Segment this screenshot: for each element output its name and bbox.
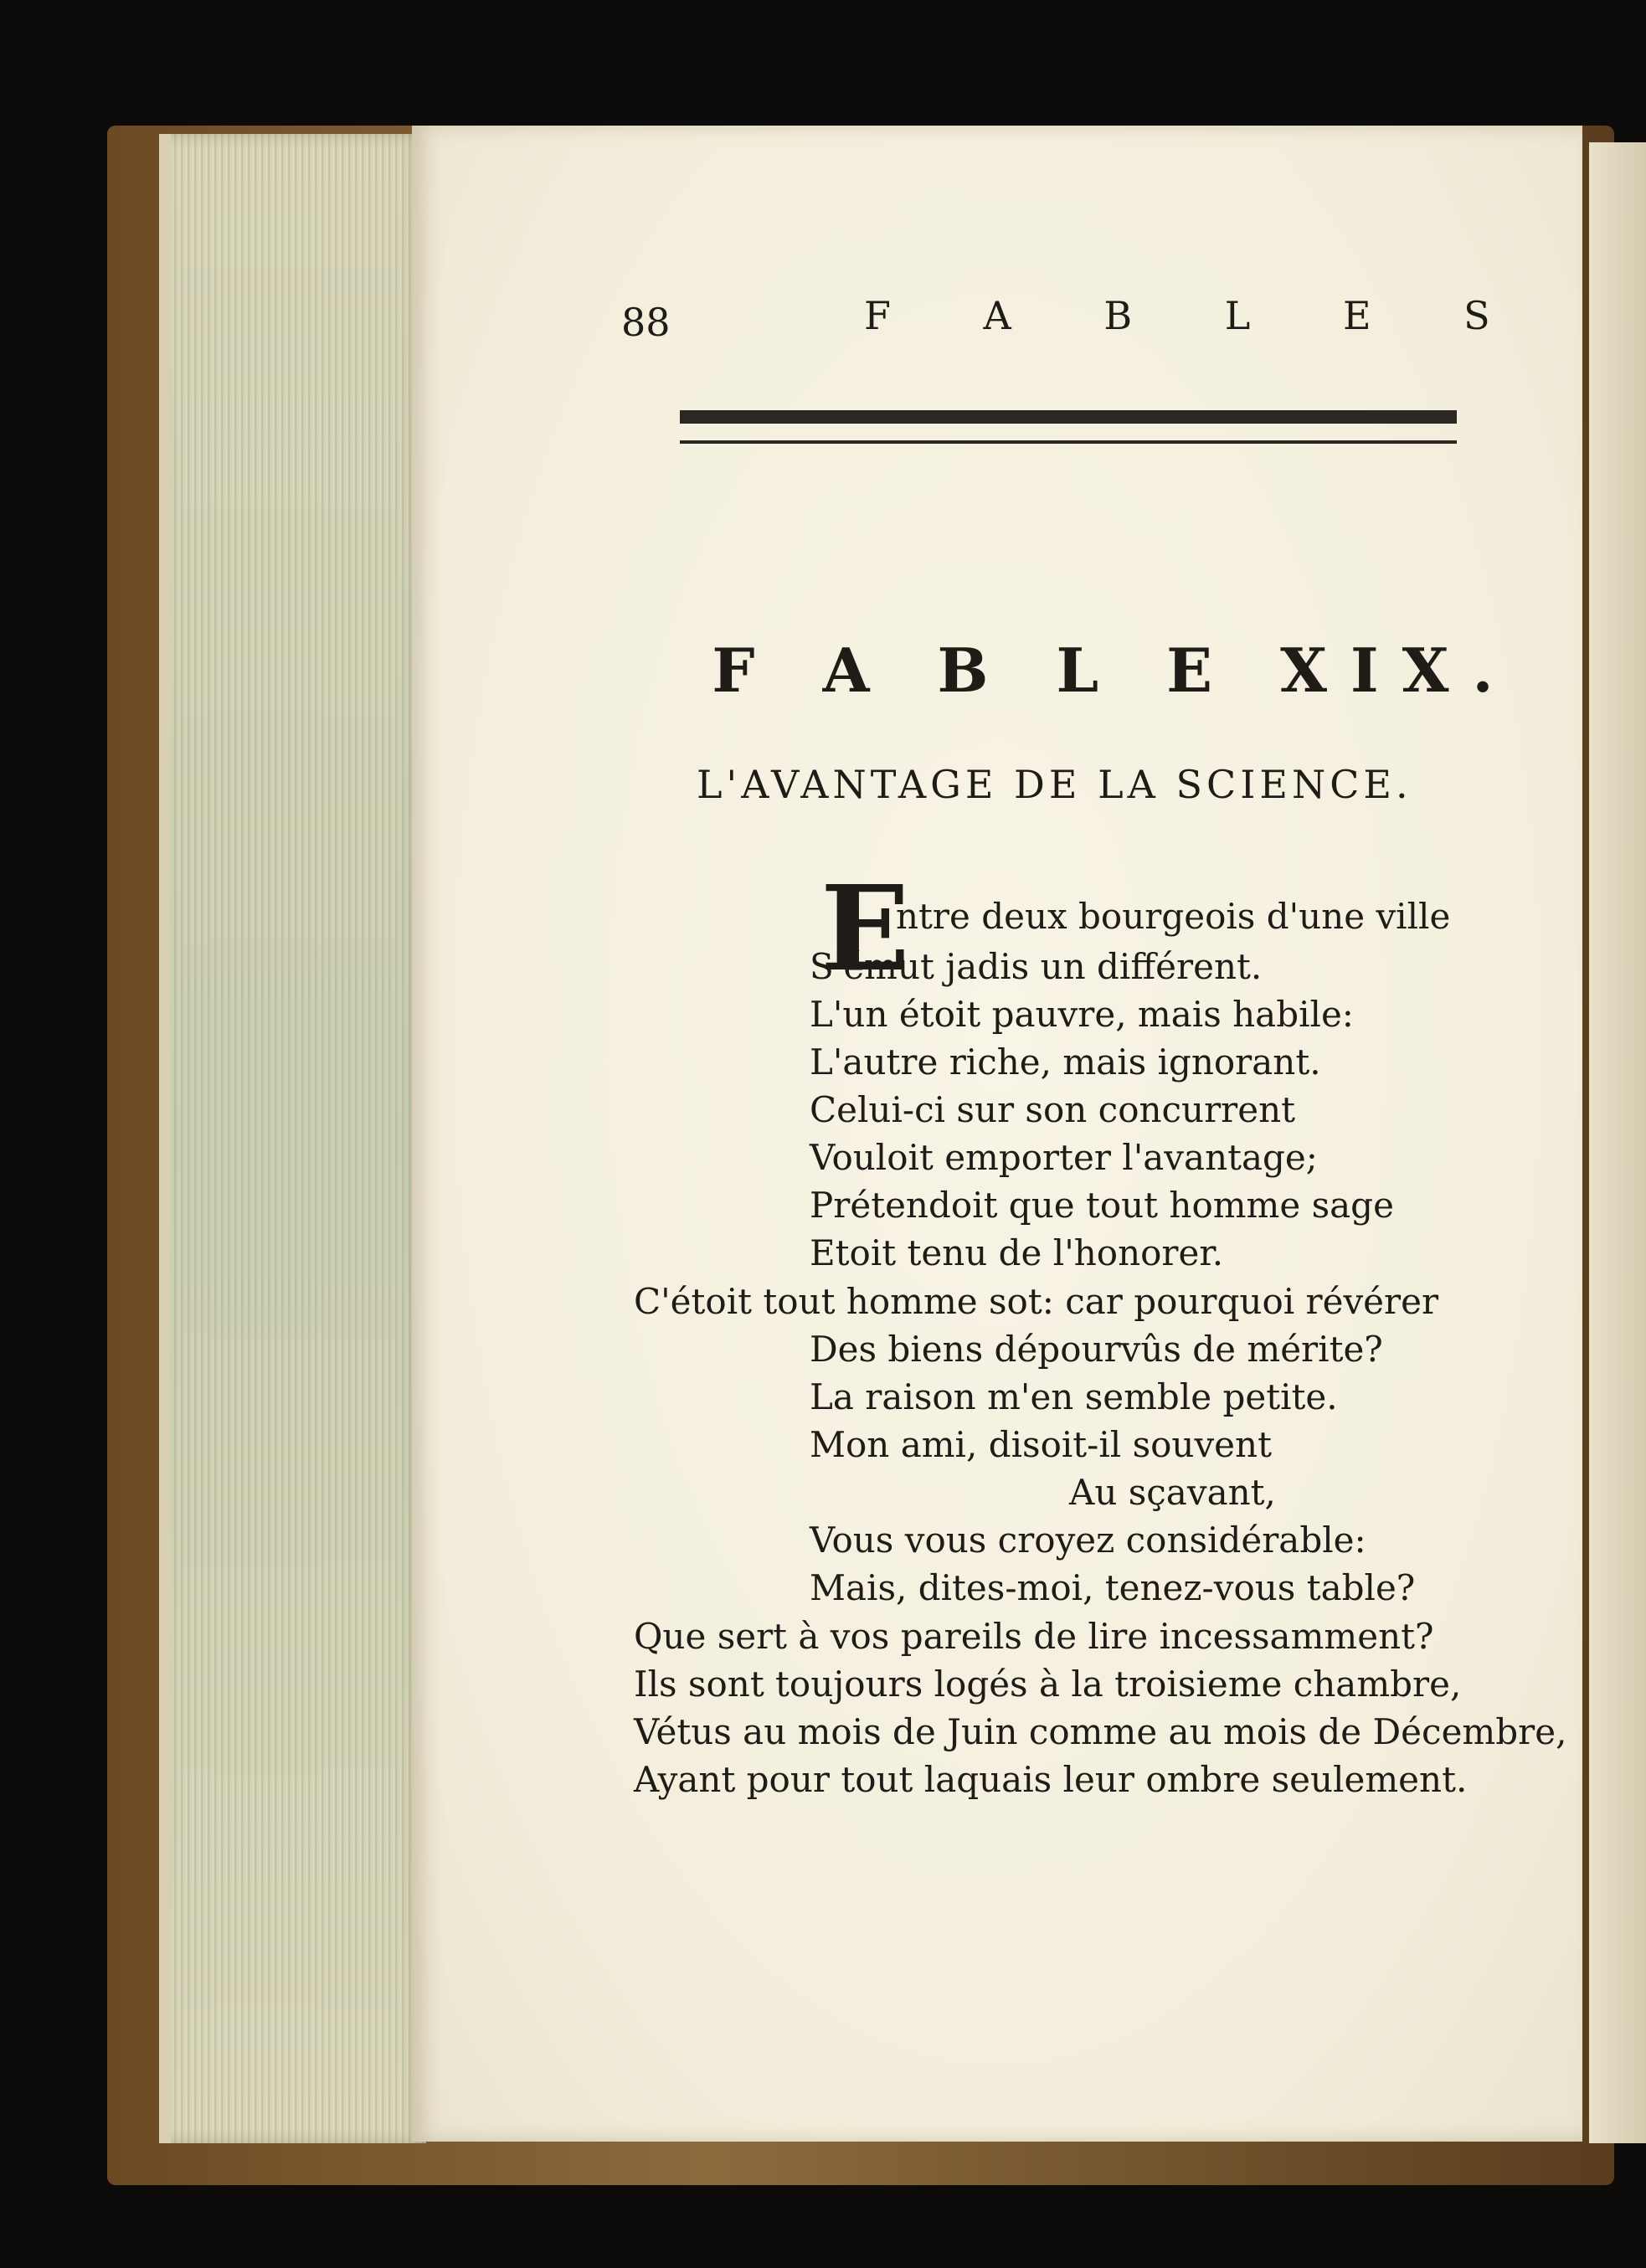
poem-line: Celui-ci sur son concurrent — [810, 1089, 1296, 1130]
page-edges — [159, 134, 426, 2143]
poem-line: Que sert à vos pareils de lire incessamment? — [634, 1616, 1434, 1657]
poem-line: Mon ami, disoit-il souvent — [810, 1424, 1272, 1465]
running-title: F A B L E S — [864, 293, 1530, 338]
book-page — [412, 126, 1582, 2142]
poem-line: Au sçavant, — [1069, 1472, 1276, 1513]
poem-line: C'étoit tout homme sot: car pourquoi révérer — [634, 1281, 1439, 1322]
drop-cap: E — [820, 861, 910, 998]
poem-line: Des biens dépourvûs de mérite? — [810, 1329, 1383, 1370]
poem-line: Prétendoit que tout homme sage — [810, 1185, 1394, 1226]
facing-page-edge — [1589, 142, 1646, 2143]
poem-line: Vous vous croyez considérable: — [810, 1520, 1366, 1561]
running-head — [412, 293, 1582, 352]
poem-line: L'un étoit pauvre, mais habile: — [810, 994, 1354, 1035]
poem-line: Vétus au mois de Juin comme au mois de Décembre, — [634, 1711, 1567, 1752]
poem-line: L'autre riche, mais ignorant. — [810, 1041, 1321, 1083]
poem-line: Etoit tenu de l'honorer. — [810, 1232, 1224, 1273]
page-number: 88 — [621, 300, 671, 345]
poem-line: S'émut jadis un différent. — [810, 946, 1263, 987]
poem-line: Ayant pour tout laquais leur ombre seulement. — [634, 1759, 1468, 1800]
header-rule-thick — [680, 410, 1457, 424]
fable-subtitle: L'AVANTAGE DE LA SCIENCE. — [697, 762, 1412, 807]
poem-line: ntre deux bourgeois d'une ville — [896, 896, 1451, 937]
header-rule-thin — [680, 440, 1457, 444]
poem-line: Mais, dites-moi, tenez-vous table? — [810, 1567, 1416, 1608]
poem-line: Vouloit emporter l'avantage; — [810, 1137, 1318, 1178]
poem-line: Ils sont toujours logés à la troisieme chambre, — [634, 1664, 1462, 1705]
fable-title: F A B L E XIX. — [712, 635, 1517, 706]
poem-line: La raison m'en semble petite. — [810, 1376, 1338, 1417]
